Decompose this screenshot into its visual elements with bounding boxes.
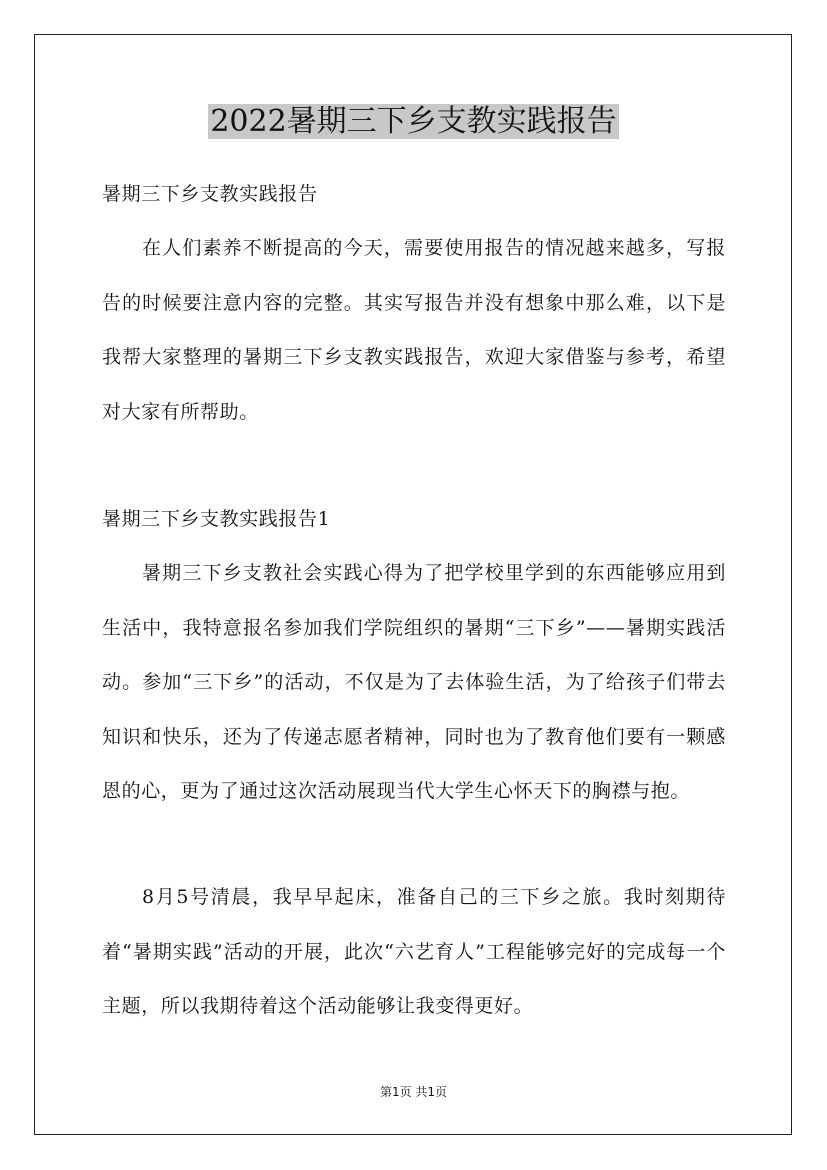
- intro-paragraph: 在人们素养不断提高的今天，需要使用报告的情况越来越多，写报告的时候要注意内容的完整。其实写报告并没有想象中那么难，以下是我帮大家整理的暑期三下乡支教实践报告，欢迎大家借鉴与参考，希望对大家有所帮助。: [102, 237, 726, 423]
- document-title: [0, 100, 827, 144]
- document-subtitle: 暑期三下乡支教实践报告: [102, 183, 318, 205]
- body-paragraph-1: 暑期三下乡支教社会实践心得为了把学校里学到的东西能够应用到生活中，我特意报名参加我们学院组织的暑期“三下乡”——暑期实践活动。参加“三下乡”的活动，不仅是为了去体验生活，为了给孩子们带去知识和快乐，还为了传递志愿者精神，同时也为了教育他们要有一颗感恩的心，更为了通过这次活动展现当代大学生心怀天下的胸襟与抱。: [102, 562, 726, 802]
- document-title-text: 2022暑期三下乡支教实践报告: [210, 104, 617, 139]
- page-number-footer: 第1页 共1页: [379, 1085, 448, 1099]
- section-heading: 暑期三下乡支教实践报告1: [102, 508, 331, 530]
- body-paragraph-2: 8月5号清晨，我早早起床，准备自己的三下乡之旅。我时刻期待着“暑期实践”活动的开展，此次“六艺育人”工程能够完好的完成每一个主题，所以我期待着这个活动能够让我变得更好。: [102, 886, 726, 1017]
